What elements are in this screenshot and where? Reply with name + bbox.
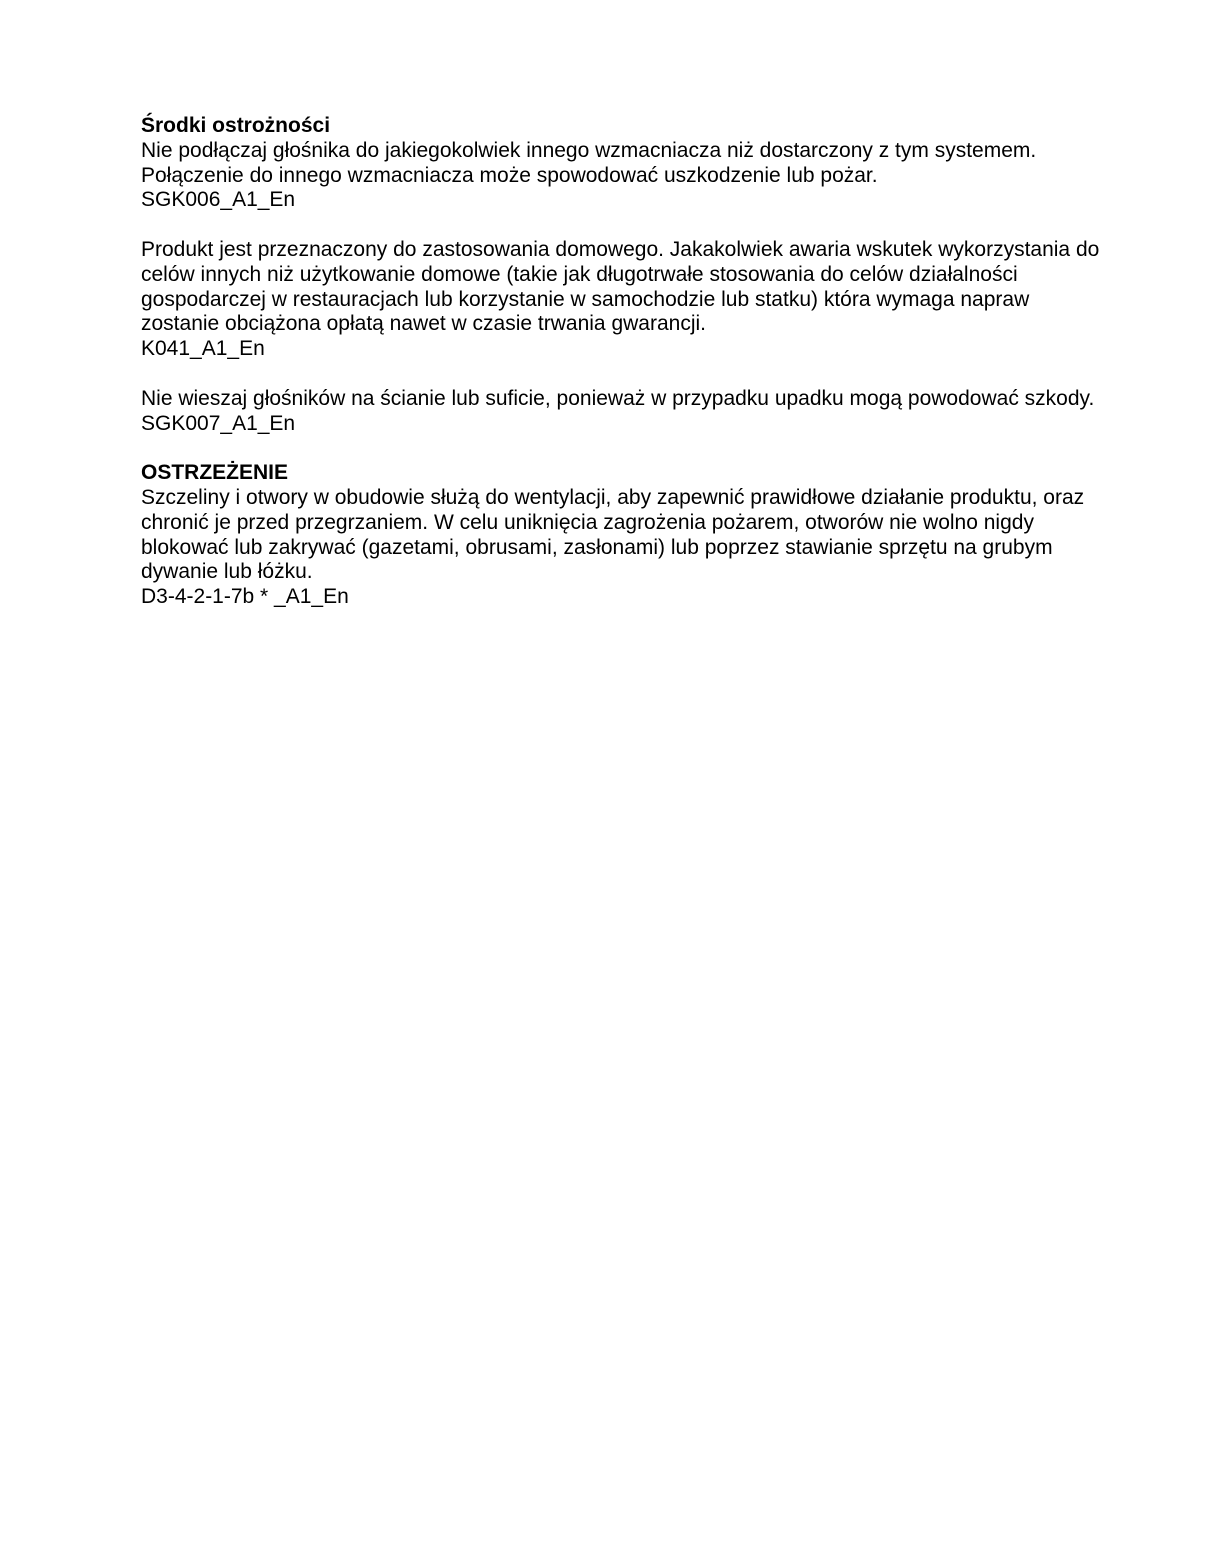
reference-code: SGK007_A1_En bbox=[141, 411, 296, 435]
document-page bbox=[141, 114, 1101, 635]
section-text: Produkt jest przeznaczony do zastosowania domowego. Jakakolwiek awaria wskutek wykorzystania do celów innych niż użytkowanie domowe (takie jak długotrwałe stosowania do celów działalności gospodarczej w restauracjach lub korzystanie w samochodzie lub statku) która wymaga napraw zostanie obciążona opłatą nawet w czasie trwania gwarancji. bbox=[141, 237, 1100, 336]
reference-code: D3-4-2-1-7b * _A1_En bbox=[141, 585, 349, 609]
section-text: Nie podłączaj głośnika do jakiegokolwiek innego wzmacniacza niż dostarczony z tym systemem. Połączenie do innego wzmacniacza może spowodować uszkodzenie lub pożar. bbox=[141, 138, 1037, 187]
warning-section bbox=[141, 461, 1101, 610]
section-heading: OSTRZEŻENIE bbox=[141, 461, 289, 485]
precautions-section bbox=[141, 114, 1101, 213]
section-heading: Środki ostrożności bbox=[141, 114, 331, 137]
mounting-section bbox=[141, 387, 1101, 437]
section-text: Nie wieszaj głośników na ścianie lub suficie, ponieważ w przypadku upadku mogą powodować szkody. bbox=[141, 386, 1095, 410]
reference-code: SGK006_A1_En bbox=[141, 188, 296, 212]
home-use-section bbox=[141, 238, 1101, 362]
reference-code: K041_A1_En bbox=[141, 337, 265, 361]
section-text: Szczeliny i otwory w obudowie służą do wentylacji, aby zapewnić prawidłowe działanie produktu, oraz chronić je przed przegrzaniem. W celu uniknięcia zagrożenia pożarem, otworów nie wolno nigdy blokować lub zakrywać (gazetami, obrusami, zasłonami) lub poprzez stawianie sprzętu na grubym dywanie lub łóżku. bbox=[141, 485, 1085, 584]
